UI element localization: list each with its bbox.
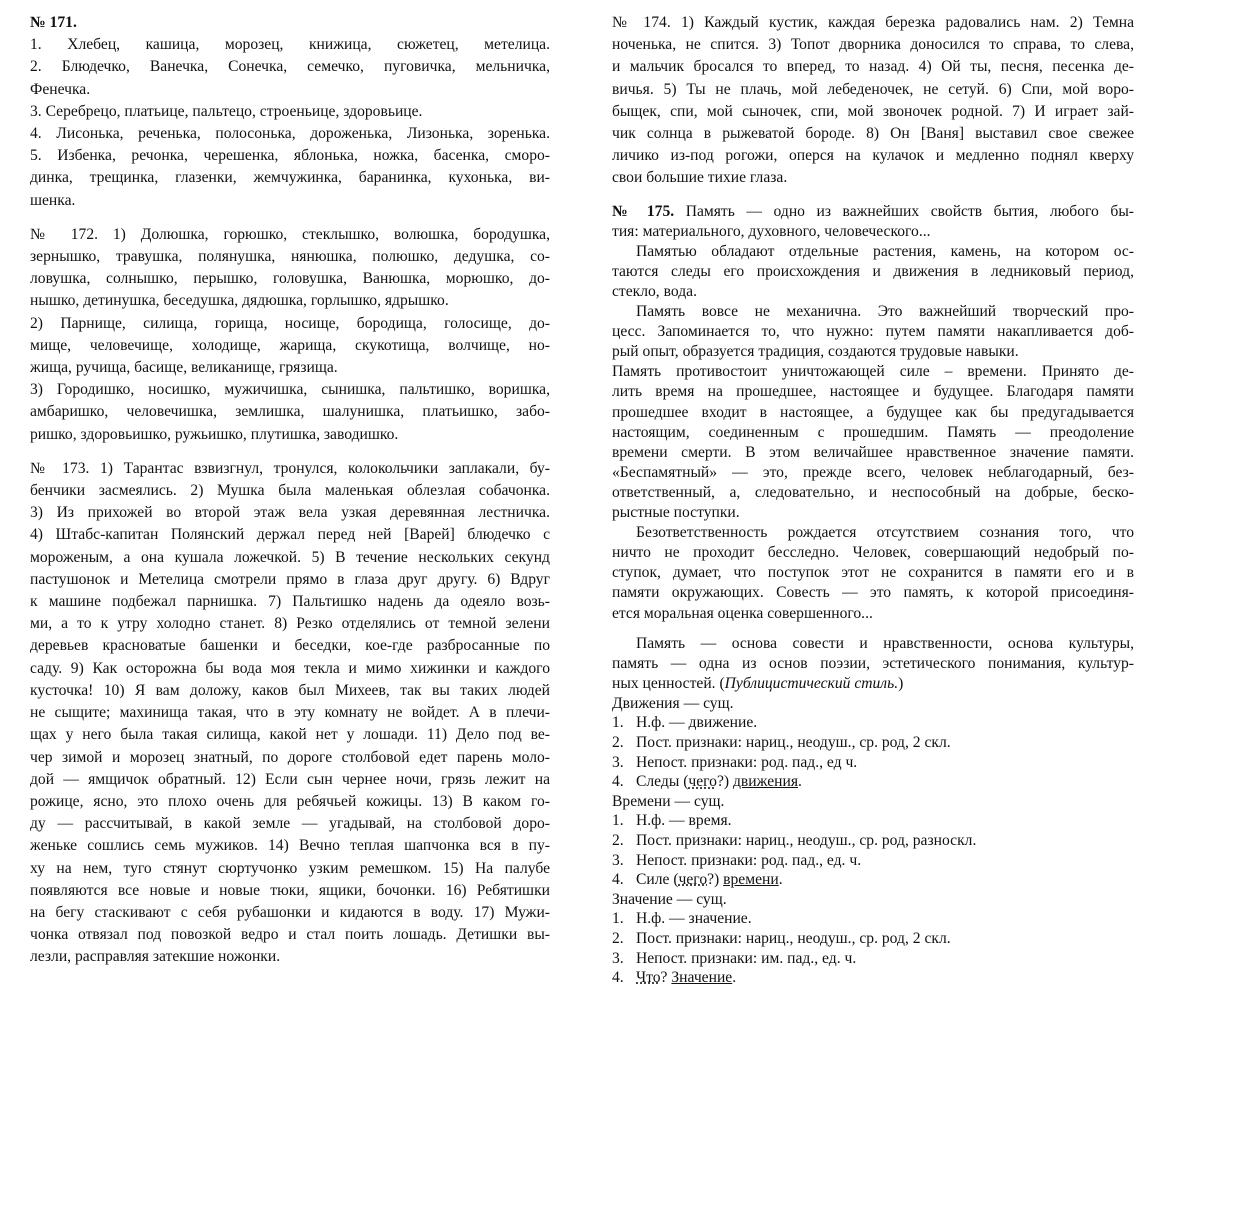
text-line: пастушонок и Метелица смотрели прямо в глаза друг другу. 6) Вдруг — [30, 570, 550, 588]
item-number: 3. — [612, 753, 624, 771]
question-mid: ? — [660, 969, 672, 987]
text-line: Память — одно из важнейших свойств бытия, любого бы- — [685, 202, 1134, 220]
text-line: тия: материального, духовного, человеческого... — [612, 222, 931, 240]
analysis-word: Движения — сущ. — [612, 694, 734, 712]
text-line: нышко, детинушка, беседушка, дядюшка, горлышко, ядрышко. — [30, 292, 449, 310]
item-text: Н.ф. — значение. — [636, 910, 752, 928]
question-word: чего — [688, 773, 717, 791]
text-line: ху на нем, туго стянут сюртучонко узким ремешком. 15) На палубе — [30, 859, 550, 877]
text-line: 3. Серебрецо, платьице, пальтецо, строеньице, здоровьице. — [30, 102, 423, 120]
text-line: щах у него была такая силища, какой нет у лошади. 11) Дело под ве- — [30, 726, 550, 744]
text-line: 2) Парнище, силища, горища, носище, бородища, голосище, до- — [30, 314, 550, 332]
question-answer: движения — [733, 773, 798, 791]
item-text: Непост. признаки: им. пад., ед. ч. — [636, 949, 857, 967]
exercise-174 — [612, 12, 1134, 190]
word-analysis-vremeni — [612, 792, 1134, 890]
question-suffix: . — [732, 969, 737, 987]
text-line: чонка отвязал под повозкой ведро и стал поить лошадь. Детишки вы- — [30, 926, 550, 944]
text-line: на бегу стаскивают с себя рубашонки и кидаются в воду. 17) Мужи- — [30, 903, 550, 921]
text-line: ми, а то к утру холодно станет. 8) Резко отделялись от темной зелени — [30, 615, 550, 633]
item-number: 2. — [612, 930, 624, 947]
text-line: рый опыт, образуется традиция, создаются трудовые навыки. — [612, 343, 1019, 361]
text-line: жища, ручища, басище, великанище, грязища. — [30, 359, 338, 377]
text-line: Памятью обладают отдельные растения, камень, на котором ос- — [636, 242, 1134, 260]
exercise-171-heading: № 171. — [30, 14, 77, 31]
text-line: ответственный, а, следовательно, и неспособный на добрые, беско- — [612, 483, 1134, 501]
right-column — [612, 12, 1134, 988]
text-line: ловушка, солнышко, перышко, головушка, Ванюшка, морюшко, до- — [30, 270, 550, 288]
style-note-close: ) — [898, 674, 904, 692]
text-line: амбаришко, человечишка, землишка, шалунишка, платьишко, забо- — [30, 403, 550, 421]
text-line: мороженым, а она кушала ложечкой. 5) В течение нескольких секунд — [30, 548, 550, 566]
text-line: лить время на прошедшее, настоящее и будущее. Благодаря памяти — [612, 383, 1134, 401]
text-line: ничто не проходит бесследно. Человек, совершающий недобрый по- — [612, 544, 1134, 562]
question-answer: времени — [723, 871, 779, 889]
item-number: 2. — [612, 734, 624, 752]
text-line: и мальчик бросался то вперед, то назад. 4) Ой ты, песня, песенка де- — [612, 58, 1134, 76]
text-line: не сыщите; махинища такая, что в эту комнату не войдет. А в плечи- — [30, 704, 550, 722]
text-line: Безответственность рождается отсутствием сознания того, что — [636, 524, 1134, 542]
text-line: Память противостоит уничтожающей силе – времени. Принято де- — [612, 363, 1134, 381]
item-number: 4. — [612, 871, 624, 889]
analysis-word: Времени — сущ. — [612, 792, 725, 810]
text-line: появляются все новые и новые тюки, ящики, бочонки. 16) Ребятишки — [30, 881, 550, 899]
text-line: стекло, вода. — [612, 283, 697, 300]
text-line: личико из-под рогожи, оперся на кулачок и медленно поднял кверху — [612, 147, 1134, 165]
item-text: Пост. признаки: нариц., неодуш., ср. род, 2 скл. — [636, 734, 951, 752]
item-number: 3. — [612, 851, 624, 869]
question-word: чего — [678, 871, 708, 889]
text-line: свои большие тихие глаза. — [612, 169, 788, 187]
exercise-172 — [30, 224, 550, 446]
word-analysis-dvizheniya — [612, 694, 1134, 792]
text-line: 1. Хлебец, кашица, морозец, книжица, сюжетец, метелица. — [30, 36, 550, 54]
text-line: деревьев красноватые башенки и беседки, кое-где разбросанные по — [30, 637, 550, 655]
text-line: № 173. 1) Тарантас взвизгнул, тронулся, колокольчики заплакали, бу- — [30, 459, 550, 477]
text-line: памяти окружающих. Совесть — это память, к которой присоединя- — [612, 584, 1134, 602]
analysis-word: Значение — сущ. — [612, 890, 727, 908]
text-line: времени смерти. В этом величайшее нравственное значение памяти. — [612, 443, 1134, 461]
question-mid: ?) — [716, 773, 733, 791]
left-column — [30, 12, 550, 981]
text-line: дой — ямщичок обратный. 12) Если сын чернее ночи, грязь лежит на — [30, 770, 550, 788]
text-line: шенка. — [30, 191, 76, 209]
text-line: № 172. 1) Долюшка, горюшко, стеклышко, волюшка, бородушка, — [30, 225, 550, 243]
text-line: ришко, здоровьишко, ружьишко, плутишка, заводишко. — [30, 425, 399, 443]
exercise-175-heading: № 175. — [612, 202, 675, 220]
item-text: Н.ф. — время. — [636, 812, 732, 830]
exercise-175 — [612, 202, 1134, 988]
question-answer: Значение — [671, 969, 733, 987]
text-line: Память вовсе не механична. Это важнейший творческий про- — [636, 303, 1134, 321]
text-line: № 174. 1) Каждый кустик, каждая березка радовались нам. 2) Темна — [612, 14, 1134, 31]
text-line: женьке сошлись семь мужиков. 14) Вечно теплая шапчонка вся в пу- — [30, 837, 550, 855]
question-suffix: . — [798, 773, 802, 791]
text-line: таются следы его происхождения и движения в ледниковый период, — [612, 262, 1134, 280]
text-line: 4) Штабс-капитан Полянский держал перед ней [Варей] блюдечко с — [30, 526, 550, 544]
text-line: 3) Городишко, носишко, мужичишка, сынишка, пальтишко, воришка, — [30, 381, 550, 399]
text-line: динка, трещинка, глазенки, жемчужинка, баранинка, кухонька, ви- — [30, 169, 550, 187]
item-text: Непост. признаки: род. пад., ед. ч. — [636, 851, 862, 869]
item-text: Пост. признаки: нариц., неодуш., ср. род, 2 скл. — [636, 930, 951, 947]
item-text: Пост. признаки: нариц., неодуш., ср. род, разноскл. — [636, 832, 977, 850]
text-line: рожице, ясно, это плохо очень для ребячьей кожицы. 13) В каком го- — [30, 792, 550, 810]
text-line: Фенечка. — [30, 80, 91, 98]
text-line: к машине подбежал парнишка. 7) Пальтишко надень да одеяло возь- — [30, 593, 550, 611]
text-line: саду. 9) Как осторожна бы вода моя текла и мимо хижинки и каждого — [30, 659, 550, 677]
text-line: ду — рассчитывай, в какой земле — угадывай, на столбовой доро- — [30, 815, 550, 833]
question-suffix: . — [778, 871, 783, 889]
text-line: рыстные поступки. — [612, 504, 740, 522]
exercise-173 — [30, 458, 550, 969]
text-line: цесс. Запоминается то, что нужно: путем памяти накапливается доб- — [612, 323, 1134, 341]
text-line: чик солнца в рыжеватой бороде. 8) Он [Ваня] выставил свое свежее — [612, 125, 1134, 143]
item-text: Н.ф. — движение. — [636, 714, 758, 732]
style-note: Публицистический стиль. — [724, 674, 899, 692]
text-line: ных ценностей. ( — [612, 674, 725, 692]
item-number: 4. — [612, 969, 624, 987]
text-line: 3) Из прихожей во второй этаж вела узкая деревянная лестничка. — [30, 504, 550, 522]
text-line: бенчики засмеялись. 2) Мушка была маленькая облезлая собачонка. — [30, 482, 550, 500]
text-line: мище, человечище, холодище, жарища, скукотища, волчище, но- — [30, 336, 550, 354]
text-line: ноченька, не спится. 3) Топот дворника доносился то справа, то слева, — [612, 36, 1134, 54]
item-number: 1. — [612, 910, 624, 928]
text-line: 4. Лисонька, реченька, полосонька, дороженька, Лизонька, зоренька. — [30, 125, 550, 143]
text-line: настоящим, соединенным с прошедшим. Память — преодоление — [612, 423, 1134, 441]
text-line: ступок, думает, что поступок этот не сохранится в памяти его и в — [612, 564, 1134, 582]
item-text: Непост. признаки: род. пад., ед ч. — [636, 753, 858, 771]
item-number: 1. — [612, 714, 624, 732]
exercise-171 — [30, 12, 550, 212]
text-line: память — одна из основ поэзии, эстетического понимания, культур- — [612, 654, 1134, 672]
text-line: 2. Блюдечко, Ванечка, Сонечка, семечко, пуговичка, мельничка, — [30, 58, 550, 76]
item-number: 2. — [612, 832, 624, 850]
text-line: Память — основа совести и нравственности, основа культуры, — [636, 634, 1134, 652]
text-line: 5. Избенка, речонка, черешенка, яблонька, ножка, басенка, сморо- — [30, 147, 550, 165]
item-number: 3. — [612, 949, 624, 967]
text-line: кусточка! 10) Я вам доложу, каков был Михеев, так вы таких людей — [30, 681, 550, 699]
question-word: Что — [636, 969, 661, 987]
text-line: чер зимой и морозец знатный, по дороге столбовой едет парень моло- — [30, 748, 550, 766]
question-prefix: Следы ( — [636, 773, 689, 791]
text-line: вичья. 5) Ты не плачь, мой лебеденочек, не сетуй. 6) Спи, мой воро- — [612, 80, 1134, 98]
question-prefix: Силе ( — [636, 871, 679, 889]
item-number: 4. — [612, 773, 624, 791]
text-line: «Беспамятный» — это, прежде всего, человек неблагодарный, без- — [612, 463, 1134, 481]
text-line: лезли, расправляя затекшие ножонки. — [30, 948, 281, 966]
question-mid: ?) — [707, 871, 724, 889]
word-analysis-znachenie — [612, 890, 1134, 988]
text-line: зернышко, травушка, полянушка, нянюшка, полюшко, дедушка, со- — [30, 248, 550, 266]
item-number: 1. — [612, 812, 624, 830]
text-line: прошедшее входит в настоящее, а будущее как бы предугадывается — [612, 403, 1134, 421]
text-line: ется моральная оценка совершенного... — [612, 604, 873, 622]
text-line: быщек, спи, мой сыночек, спи, мой звоночек родной. 7) И играет зай- — [612, 102, 1134, 120]
